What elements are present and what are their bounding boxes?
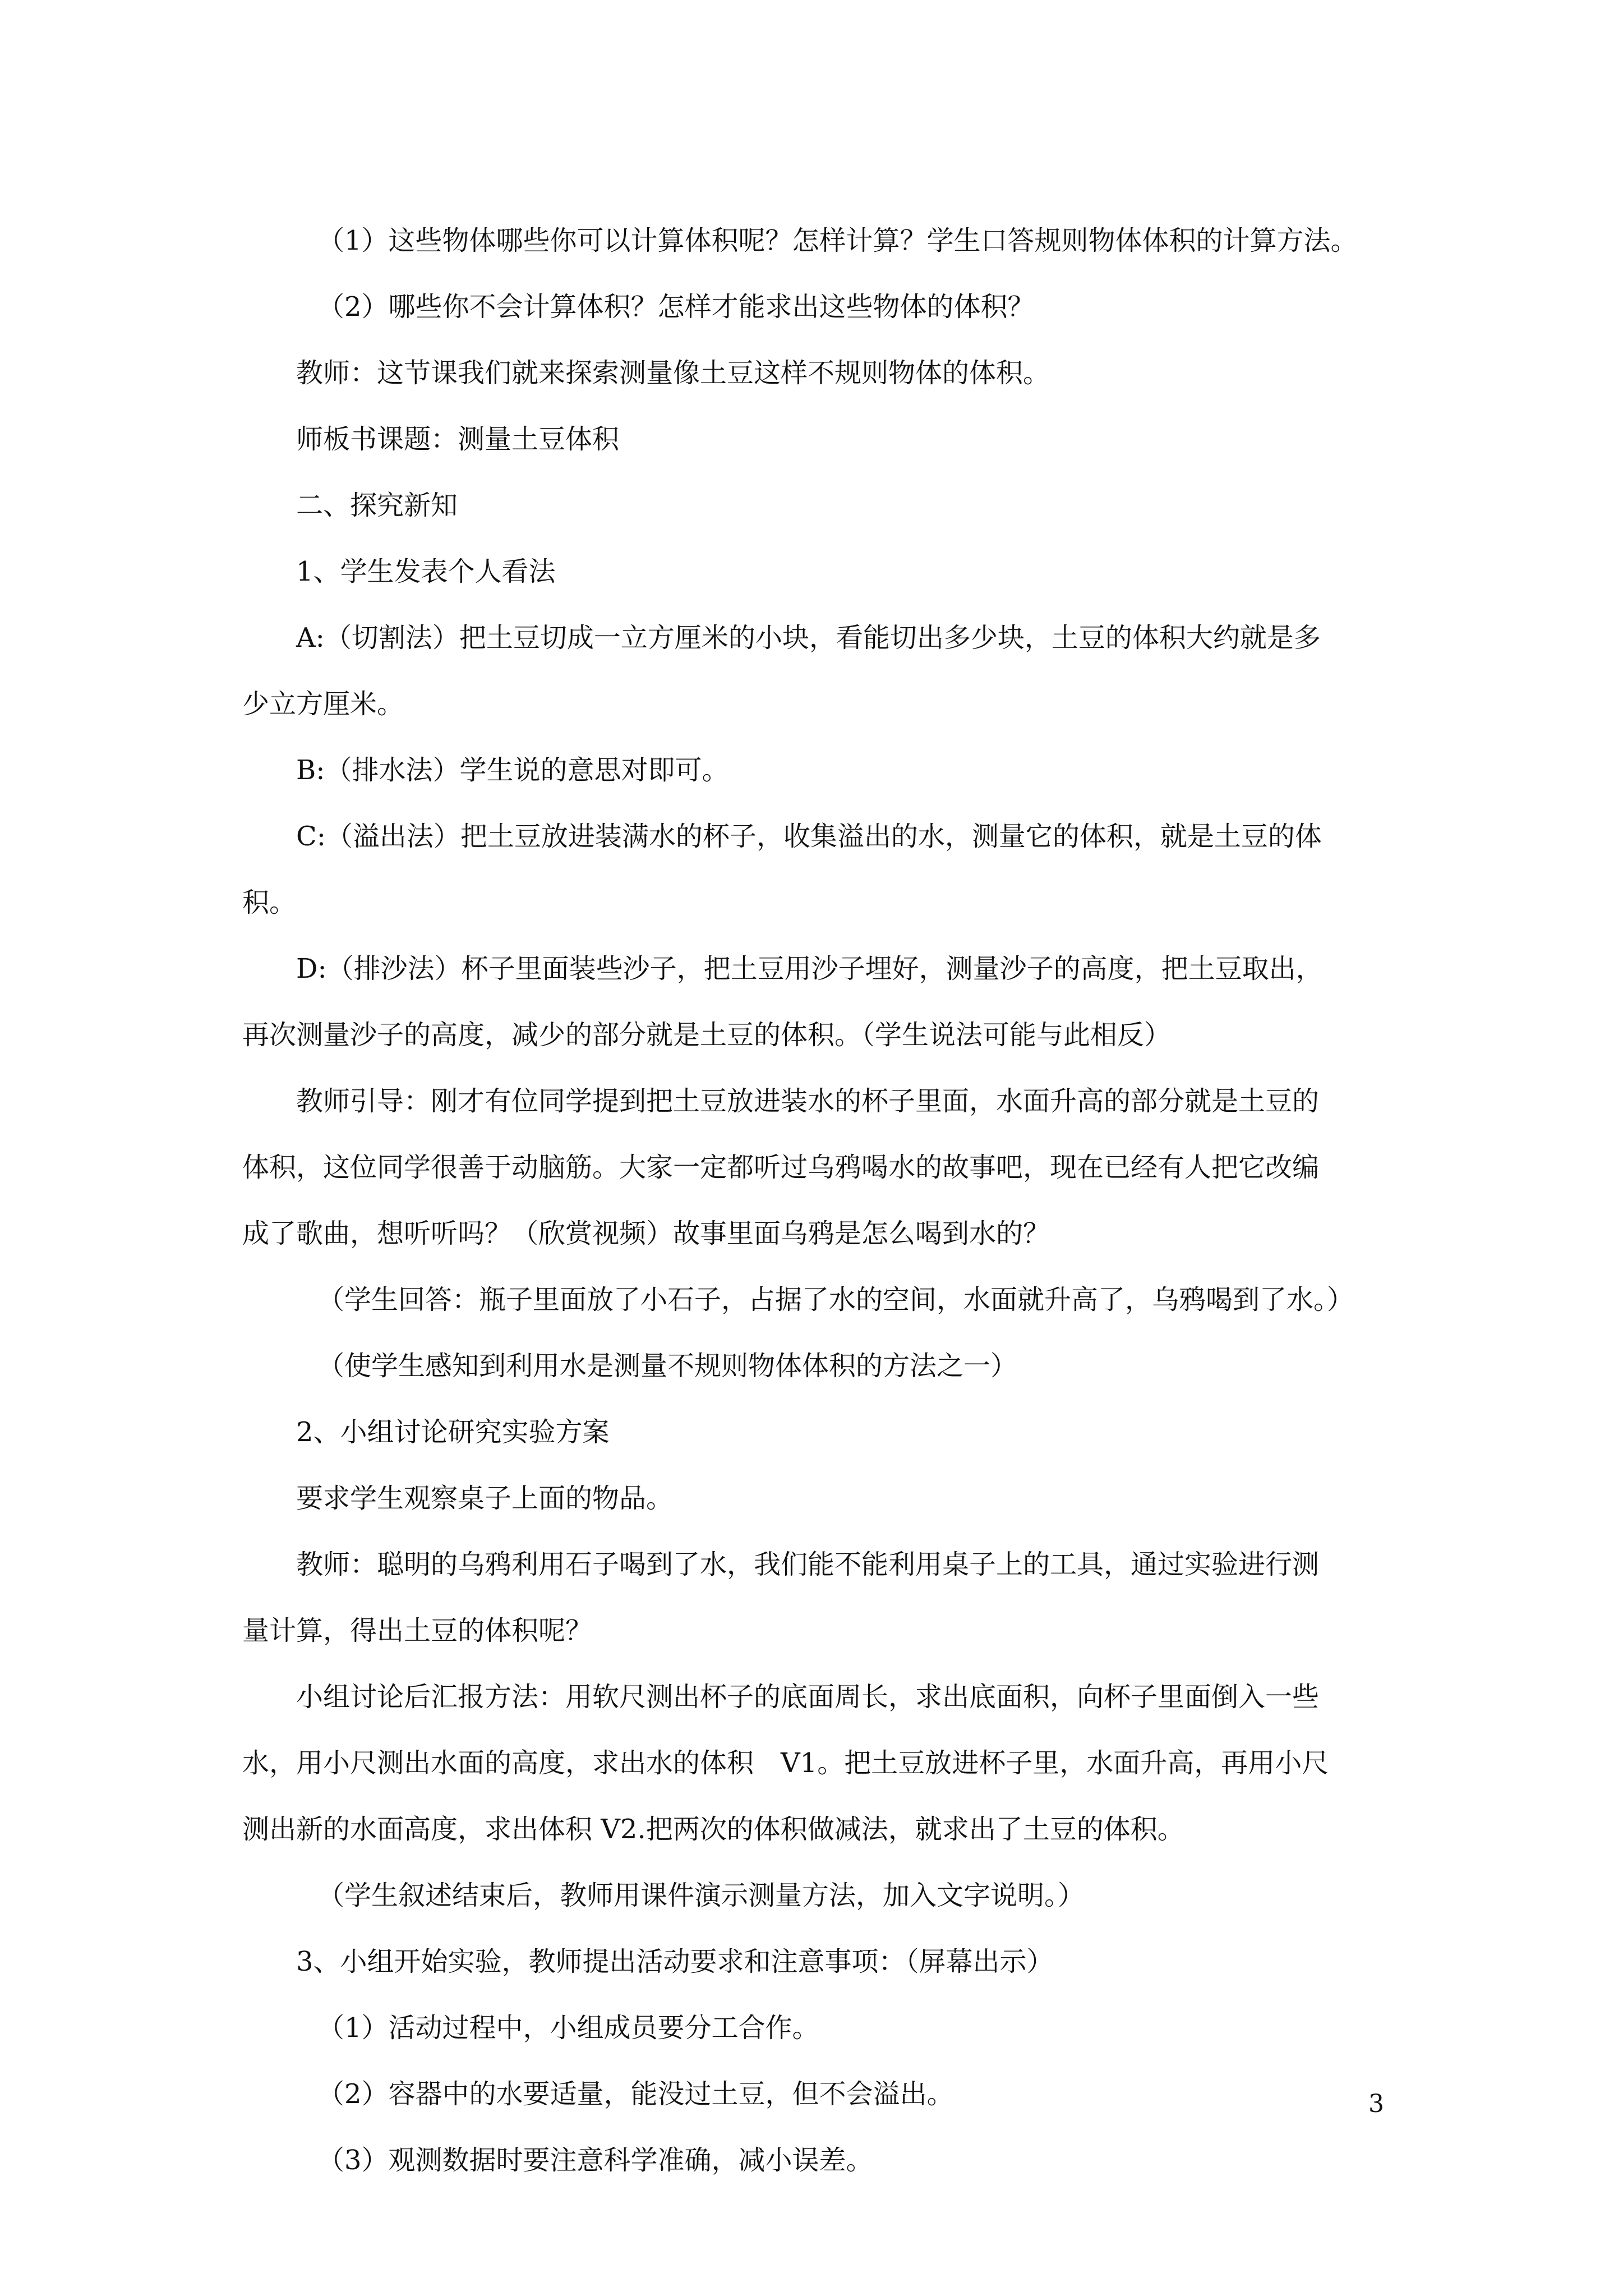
subsection-heading: 1、学生发表个人看法	[296, 556, 556, 587]
paragraph-line: 测出新的水面高度，求出体积 V2.把两次的体积做减法，就求出了土豆的体积。	[242, 1814, 1184, 1845]
paragraph-line: 少立方厘米。	[242, 688, 404, 720]
paragraph-line: （2）哪些你不会计算体积？怎样才能求出这些物体的体积？	[317, 291, 1035, 323]
paragraph-line: （使学生感知到利用水是测量不规则物体体积的方法之一）	[317, 1350, 1018, 1382]
paragraph-line: （学生回答：瓶子里面放了小石子，占据了水的空间，水面就升高了，乌鸦喝到了水。）	[317, 1284, 1354, 1315]
paragraph-line: 水，用小尺测出水面的高度，求出水的体积 V1。把土豆放进杯子里，水面升高，再用小尺	[242, 1747, 1329, 1779]
paragraph-line: B:（排水法）学生说的意思对即可。	[296, 754, 729, 786]
paragraph-line: 体积，这位同学很善于动脑筋。大家一定都听过乌鸦喝水的故事吧，现在已经有人把它改编	[242, 1152, 1320, 1183]
paragraph-line: A:（切割法）把土豆切成一立方厘米的小块，看能切出多少块，土豆的体积大约就是多	[296, 622, 1321, 654]
paragraph-line: 教师：这节课我们就来探索测量像土豆这样不规则物体的体积。	[296, 357, 1050, 389]
page-number: 3	[1368, 2090, 1384, 2118]
paragraph-line: （1）这些物体哪些你可以计算体积呢？怎样计算？学生口答规则物体体积的计算方法。	[317, 225, 1358, 256]
list-item: （1）活动过程中，小组成员要分工合作。	[317, 2012, 819, 2044]
subsection-heading: 3、小组开始实验，教师提出活动要求和注意事项：（屏幕出示）	[296, 1946, 1054, 1977]
paragraph-line: D:（排沙法）杯子里面装些沙子，把土豆用沙子埋好，测量沙子的高度，把土豆取出，	[296, 953, 1323, 984]
paragraph-line: 师板书课题：测量土豆体积	[296, 424, 620, 455]
section-heading: 二、探究新知	[296, 490, 458, 521]
paragraph-line: 小组讨论后汇报方法：用软尺测出杯子的底面周长，求出底面积，向杯子里面倒入一些	[296, 1681, 1320, 1713]
document-body	[242, 208, 1378, 2193]
paragraph-line: 教师引导：刚才有位同学提到把土豆放进装水的杯子里面，水面升高的部分就是土豆的	[296, 1085, 1320, 1117]
paragraph-line: 成了歌曲，想听听吗？（欣赏视频）故事里面乌鸦是怎么喝到水的？	[242, 1218, 1050, 1249]
paragraph-line: （学生叙述结束后，教师用课件演示测量方法，加入文字说明。）	[317, 1880, 1085, 1911]
paragraph-line: 教师：聪明的乌鸦利用石子喝到了水，我们能不能利用桌子上的工具，通过实验进行测	[296, 1549, 1320, 1580]
list-item: （2）容器中的水要适量，能没过土豆，但不会溢出。	[317, 2078, 954, 2110]
paragraph-line: 积。	[242, 887, 297, 918]
list-item: （3）观测数据时要注意科学准确，减小误差。	[317, 2145, 873, 2176]
paragraph-line: 量计算，得出土豆的体积呢？	[242, 1615, 593, 1646]
paragraph-line: 再次测量沙子的高度，减少的部分就是土豆的体积。（学生说法可能与此相反）	[242, 1019, 1172, 1051]
paragraph-line: 要求学生观察桌子上面的物品。	[296, 1483, 674, 1514]
paragraph-line: C:（溢出法）把土豆放进装满水的杯子，收集溢出的水，测量它的体积，就是土豆的体	[296, 821, 1322, 852]
subsection-heading: 2、小组讨论研究实验方案	[296, 1416, 610, 1448]
